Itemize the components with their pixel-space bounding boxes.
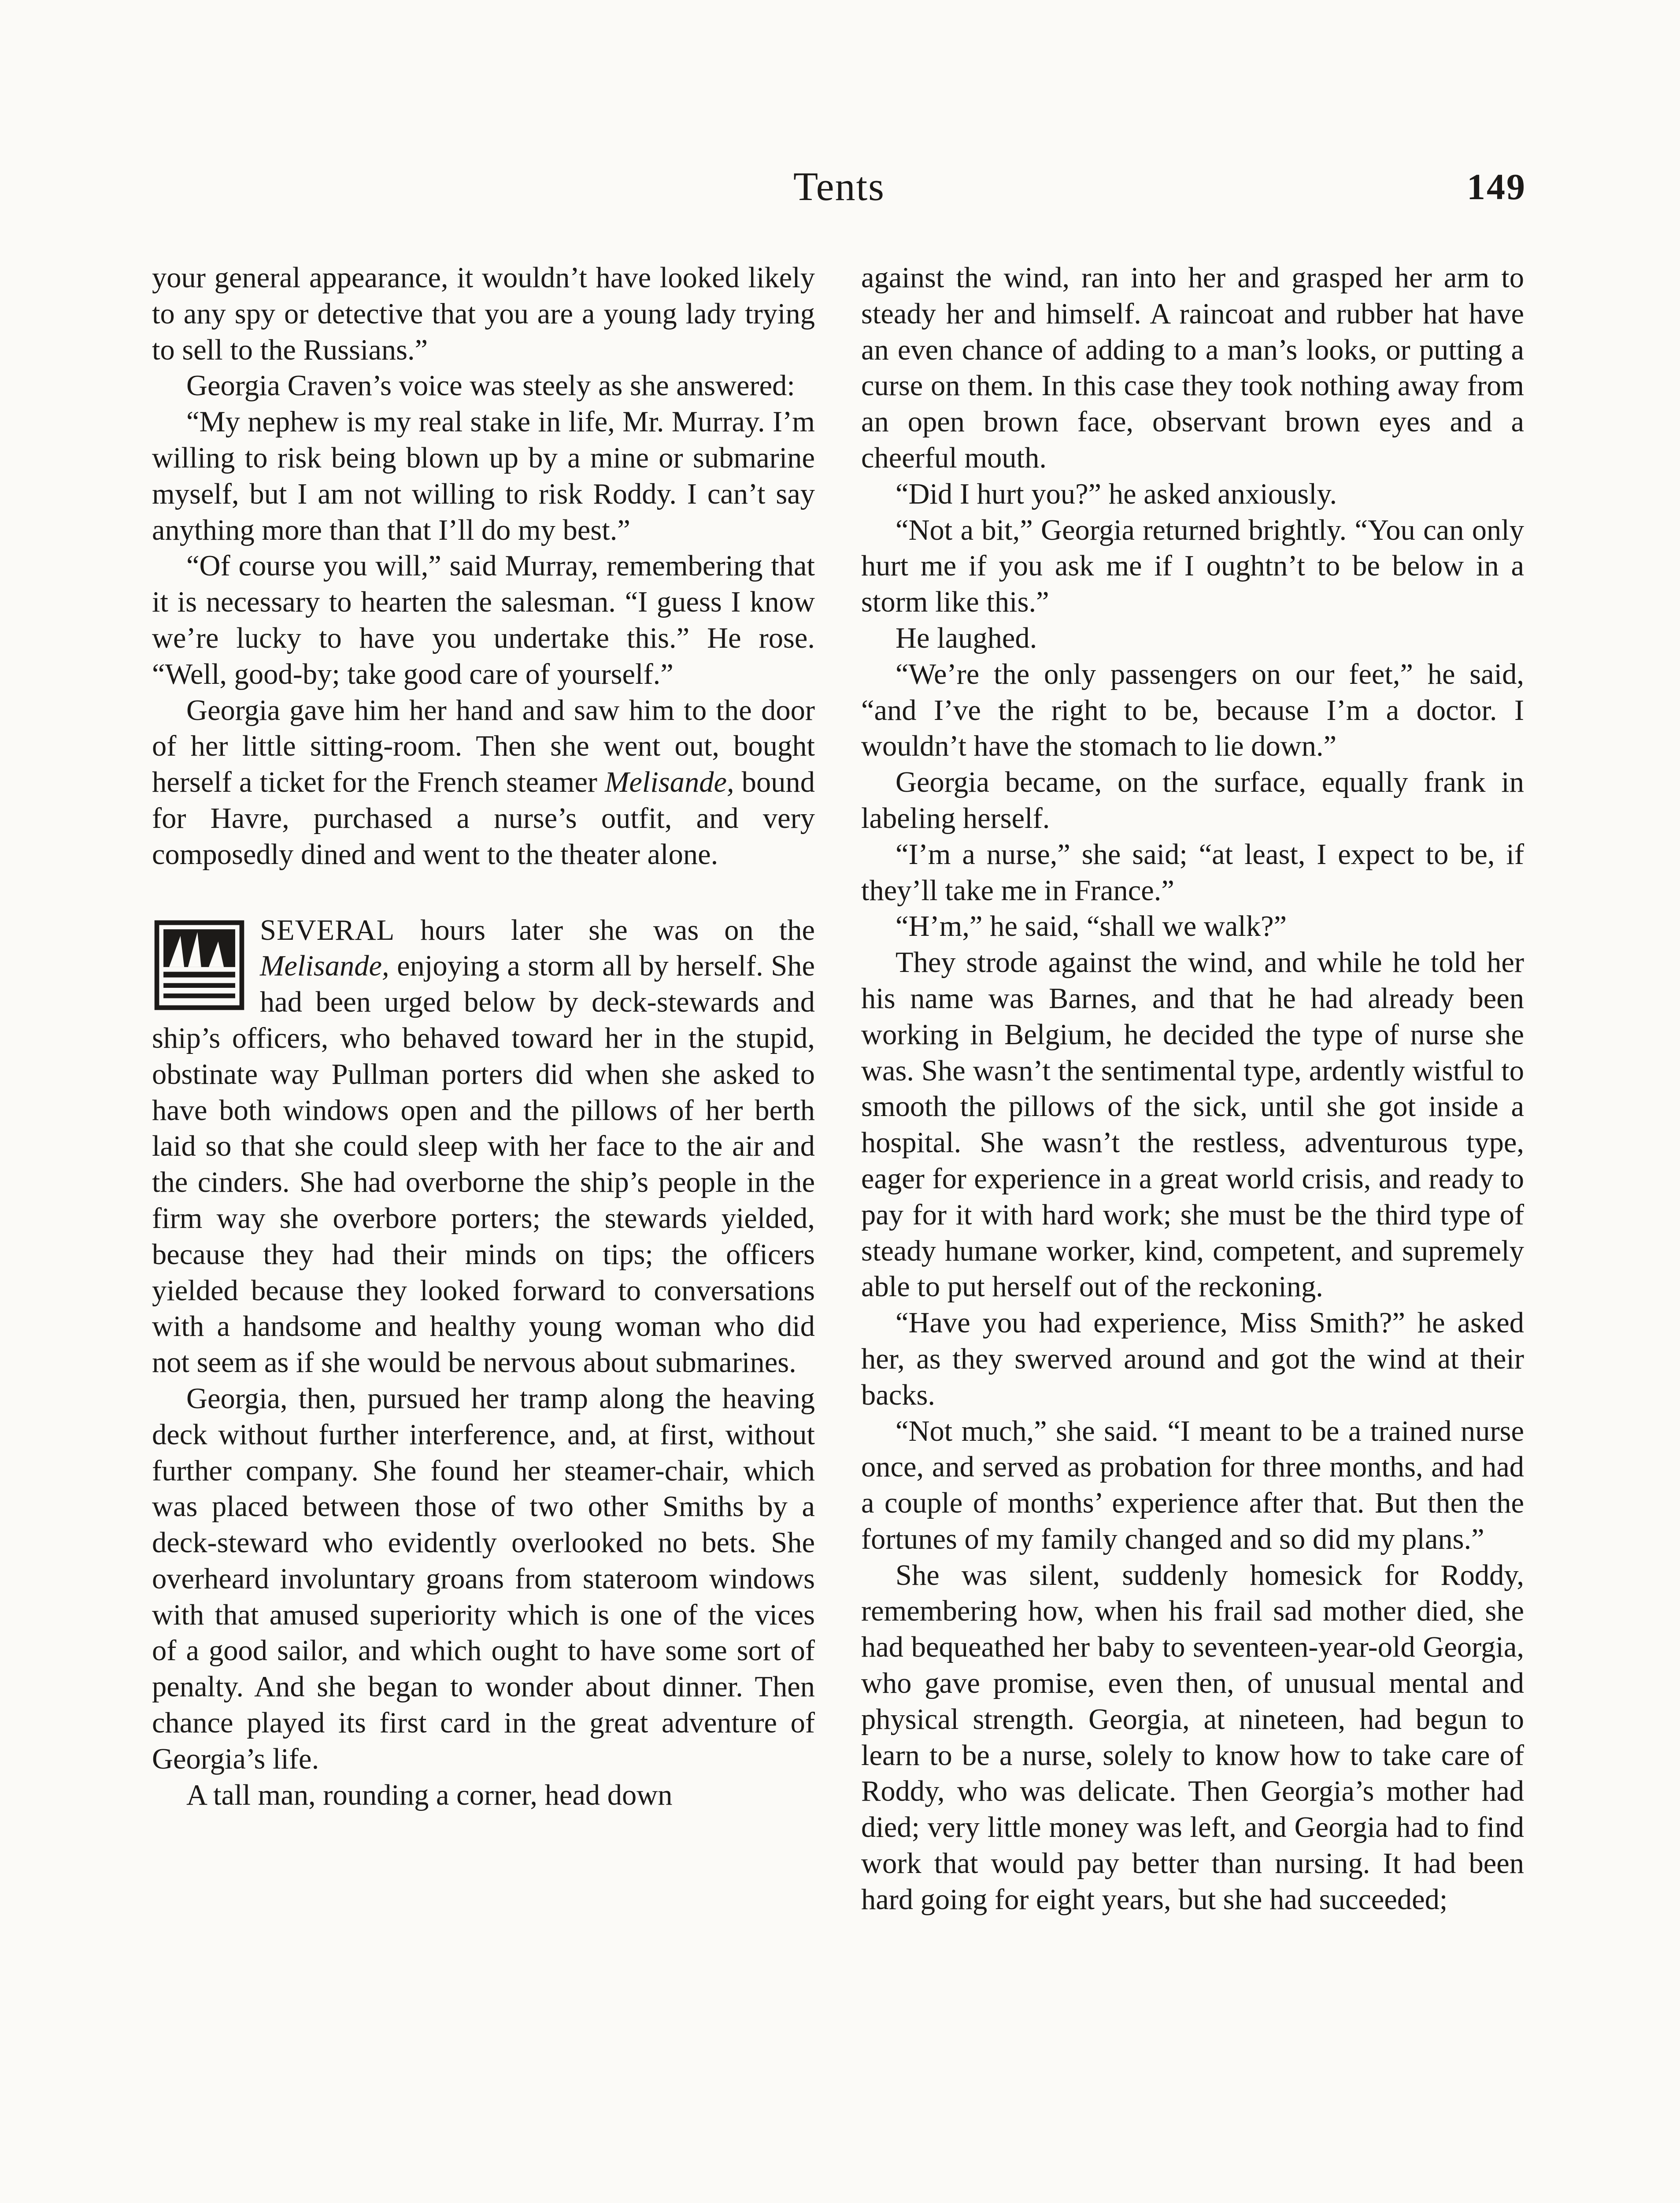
paragraph: A tall man, rounding a corner, head down xyxy=(186,1779,673,1811)
paragraph: He laughed. xyxy=(896,622,1037,654)
paragraph: your general appearance, it wouldn’t have looked likely to any spy or detective that you are a young lady trying to sell to the Russians.” xyxy=(152,262,815,366)
section-opening-paragraph xyxy=(152,912,815,1381)
paragraph: “H’m,” he said, “shall we walk?” xyxy=(896,910,1287,943)
paragraph: “Did I hurt you?” he asked anxiously. xyxy=(896,478,1337,510)
paragraph-text: Georgia gave him her hand and saw him to the door of her little sitting-room. Then she went out, bought herself a ticket for the French steamer xyxy=(152,694,815,799)
paragraph: “I’m a nurse,” she said; “at least, I expect to be, if they’ll take me in France.” xyxy=(861,838,1524,907)
paragraph: against the wind, ran into her and grasped her arm to steady her and himself. A raincoat and rubber hat have an even chance of adding to a man’s looks, or putting a curse on them. In this case they took nothing away from an open brown face, observant brown eyes and a cheerful mouth. xyxy=(861,262,1524,474)
paragraph: They strode against the wind, and while he told her his name was Barnes, and that he had already been working in Belgium, he decided the type of nurse she was. She wasn’t the sentimental type, ardently wistful to smooth the pillows of the sick, until she got inside a hospital. She wasn’t the restless, adventurous type, eager for experience in a great world crisis, and ready to pay for it with hard work; she must be the third type of steady humane worker, kind, competent, and supremely able to put herself out of the reckoning. xyxy=(861,946,1524,1303)
paragraph-text: bound for Havre, purchased a nurse’s outfit, and very composedly dined and went to the theater alone. xyxy=(152,766,815,871)
right-column xyxy=(861,260,1524,1918)
paragraph: She was silent, suddenly homesick for Roddy, remembering how, when his frail sad mother died, she had bequeathed her baby to seventeen-year-old Georgia, who gave promise, even then, of unusual mental and physical strength. Georgia, at nineteen, had begun to learn to be a nurse, solely to know how to take care of Roddy, who was delicate. Then Georgia’s mother had died; very little money was left, and Georgia had to find work that would pay better than nursing. It had been hard going for eight years, but she had succeeded; xyxy=(861,1559,1524,1916)
ship-name: Melisande, xyxy=(605,766,734,799)
paragraph: “Have you had experience, Miss Smith?” he asked her, as they swerved around and got the wind at their backs. xyxy=(861,1307,1524,1411)
paragraph: “We’re the only passengers on our feet,” he said, “and I’ve the right to be, because I’m a doctor. I wouldn’t have the stomach to lie down.” xyxy=(861,658,1524,763)
paragraph xyxy=(152,693,815,873)
paragraph: Georgia, then, pursued her tramp along the heaving deck without further interference, and, at first, without further company. She found her steamer-chair, which was placed between those of two other Smiths by a deck-steward who evidently overlooked no bets. She overheard involuntary groans from stateroom windows with that amused superiority which is one of the vices of a good sailor, and which ought to have some sort of penalty. And she began to wonder about dinner. Then chance played its first card in the great adventure of Georgia’s life. xyxy=(152,1382,815,1775)
paragraph: “Not a bit,” Georgia returned brightly. “You can only hurt me if you ask me if I oughtn’t to be below in a storm like this.” xyxy=(861,514,1524,619)
paragraph: “My nephew is my real stake in life, Mr. Murray. I’m willing to risk being blown up by a mine or submarine myself, but I am not willing to risk Roddy. I can’t say anything more than that I’ll do my best.” xyxy=(152,406,815,546)
paragraph-text: enjoying a storm all by herself. She had been urged below by deck-stewards and ship’s officers, who behaved toward her in the stupid, obstinate way Pullman porters did when she asked to have both windows open and the pillows of her berth laid so that she could sleep with her face to the air and the cinders. She had overborne the ship’s people in the firm way she overbore porters; the stewards yielded, because they had their minds on tips; the officers yielded because they looked forward to conversations with a handsome and healthy young woman who did not seem as if she would be nervous about submarines. xyxy=(152,950,815,1379)
running-title: Tents xyxy=(793,164,885,209)
paragraph: Georgia Craven’s voice was steely as she answered: xyxy=(186,370,795,402)
paragraph: “Not much,” she said. “I meant to be a trained nurse once, and served as probation for three months, and had a couple of months’ experience after that. But then the fortunes of my family changed and so did my plans.” xyxy=(861,1415,1524,1555)
ship-vignette-icon xyxy=(152,915,247,1014)
left-column xyxy=(152,260,815,1813)
running-header xyxy=(152,163,1526,229)
paragraph-text: hours later she was on the xyxy=(395,914,815,946)
section-break-block xyxy=(152,912,815,1381)
paragraph: Georgia became, on the surface, equally frank in labeling herself. xyxy=(861,766,1524,834)
page-number: 149 xyxy=(1467,167,1526,208)
paragraph: “Of course you will,” said Murray, remembering that it is necessary to hearten the salesman. “I guess I know we’re lucky to have you undertake this.” He rose. “Well, good-by; take good care of yourself.” xyxy=(152,550,815,690)
ship-name: Melisande, xyxy=(260,950,389,983)
section-lead-word: SEVERAL xyxy=(260,914,395,946)
